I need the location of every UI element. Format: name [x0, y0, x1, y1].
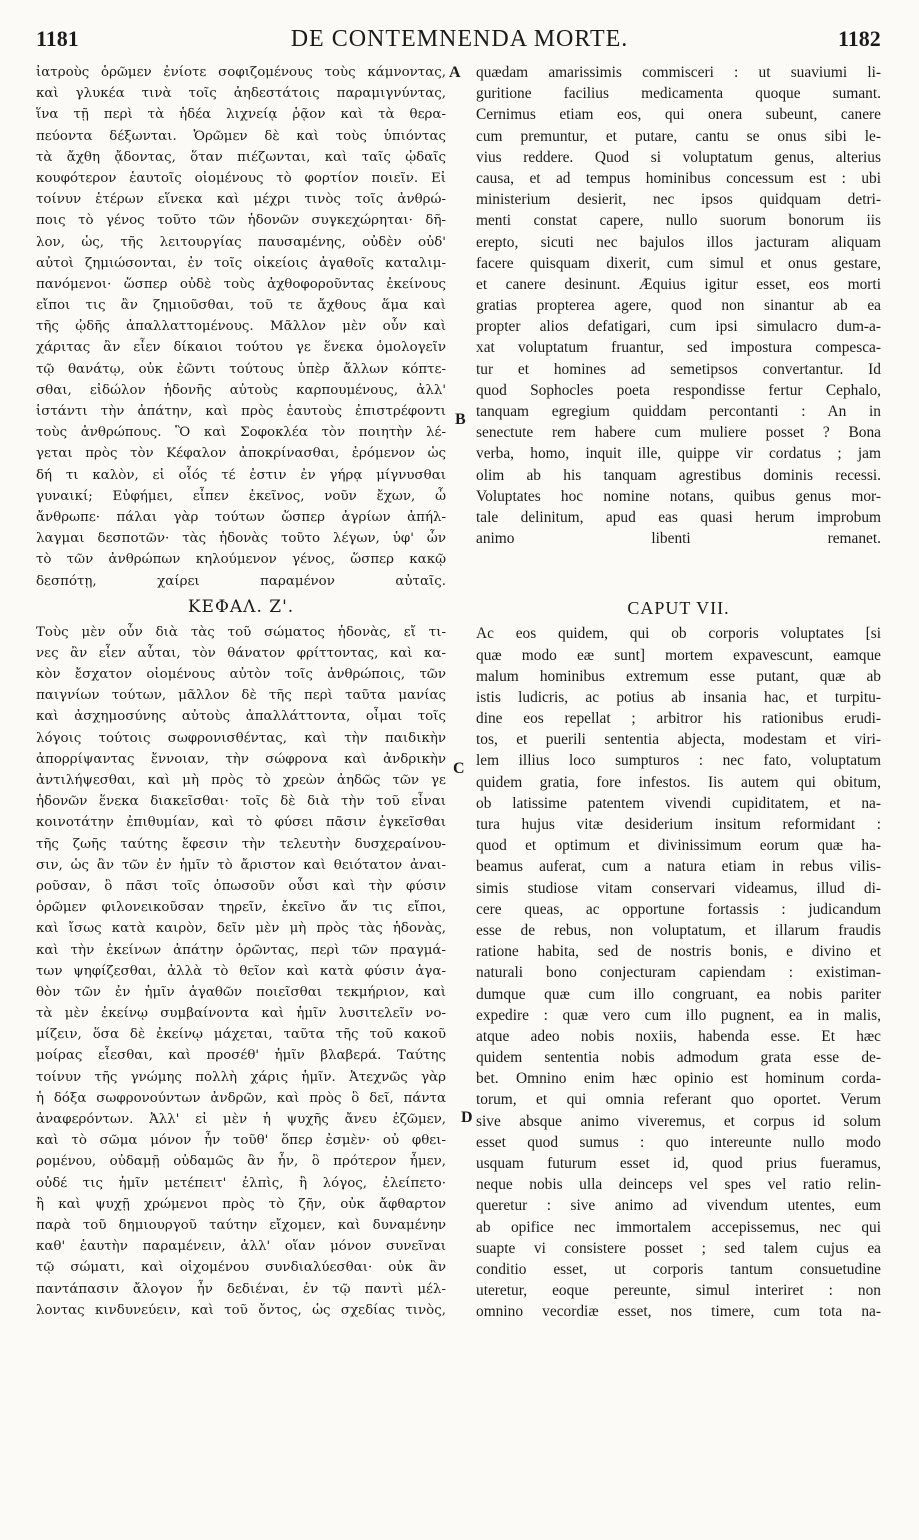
- text-line: ἡδονῶν ἕνεκα διακεῖσθαι· τοῖς δὲ διὰ τὴν τοῦ εἶναι: [36, 794, 446, 810]
- left-page-number: 1181: [36, 26, 79, 51]
- text-line: κοινοτάτην ἐπιθυμίαν, καὶ τὸ φύσει πᾶσιν ἐγκεῖσθαι: [36, 815, 446, 831]
- text-line: malum hominibus extremum esse putant, quæ ab: [476, 667, 881, 685]
- text-line: omnino vecordiæ esset, nos timere, cum tota na-: [476, 1303, 881, 1321]
- text-line: ποις τὸ γένος τοῦτο τῶν ἡδονῶν συγκεχώρηται· δῆ-: [36, 213, 446, 229]
- text-line: gratias propterea agere, quod non sinantur ab ea: [476, 297, 881, 315]
- page-header: [0, 0, 919, 56]
- greek-chapter-heading: ΚΕΦΑΛ. Ζ'.: [187, 596, 295, 617]
- text-line: ἱστάντι τὴν ἀπάτην, καὶ πρὸς ἑαυτοὺς ἐπιστρέφοντι: [36, 404, 446, 419]
- text-line: τοίνυν τῆς γνώμης πολλὴ χάρις ἡμῖν. Ἀτεχνῶς γὰρ: [36, 1069, 446, 1085]
- text-line: καὶ ἀσχημοσύνης αὐτοὺς ἀπαλλάττοντα, οἶμαι τοῖς: [36, 709, 446, 725]
- text-line: καὶ γλυκέα τινὰ τοῖς ἀηδεστάτοις παραμιγνύντας,: [36, 86, 446, 102]
- text-line: χάριτας ἂν εἶεν δίκαιοι τούτου γε ἕνεκα ὁμολογεῖν: [36, 340, 446, 356]
- text-line: beamus auferat, cum a natura etiam in rebus vilis-: [476, 858, 881, 876]
- greek-paragraph-1: [36, 62, 446, 592]
- text-line: cere queas, ac opportune fortassis : judicandum: [476, 900, 881, 918]
- text-line: τὰ ἄχθη ᾄδοντας, ὅταν πιέζωνται, καὶ ταῖς ᾠδαῖς: [36, 149, 446, 165]
- text-line: olim ab his tanquam agrestibus dominis recessi.: [476, 466, 881, 484]
- text-line: ἵνα τῇ περὶ τὰ ἡδέα λιχνείᾳ ῥᾷον καὶ τὰ θερα-: [36, 107, 446, 123]
- text-line: tura hujus vitæ desiderium insitum reformidant :: [476, 816, 881, 833]
- text-line: Voluptates hoc nomine notans, quibus genus mor-: [476, 487, 881, 505]
- text-line: δεσπότῃ, χαίρει παραμένον αὐταῖς.: [36, 573, 446, 589]
- text-line: erepto, sicuti nec bajulos illos jacturam aliquam: [476, 233, 881, 251]
- text-line: tale delinitum, apud eas quasi herum improbum: [476, 508, 881, 526]
- text-line: causa, et ad tempus hominibus concessum est : ubi: [476, 169, 881, 187]
- text-line: αὐτοὶ ζημιώσονται, ἐν τοῖς οἰκείοις ἀγαθοῖς καταλιμ-: [36, 255, 446, 271]
- text-line: quod et optimum et divinissimum eorum quæ ha-: [476, 837, 881, 855]
- text-line: τῆς ᾠδῆς ἀπαλλαττομένους. Μᾶλλον μὲν οὖν καὶ: [36, 319, 446, 335]
- text-line: γυναικί; Εὐφήμει, εἶπεν ἐκεῖνος, νοῦν ἔχων, ὦ: [36, 488, 446, 504]
- text-line: τὰ μὲν ἐκείνῳ συμβαίνοντα καὶ ἡμῖν λυσιτελεῖν νο-: [36, 1006, 446, 1022]
- text-line: tanquam egregium quiddam percontanti : An in: [476, 403, 881, 420]
- greek-paragraph-2: [36, 622, 446, 1321]
- text-line: queretur : sive animo ad vivendum utentes, eum: [476, 1197, 881, 1215]
- text-line: simis studiose vitam conservari videamus, illud di-: [476, 879, 881, 897]
- text-line: παιγνίων τούτων, μᾶλλον δὲ τῆς περὶ ταῦτα μανίας: [36, 688, 446, 704]
- latin-paragraph-1: [476, 62, 881, 549]
- text-line: τῆς ζωῆς ταύτης ἔφεσιν τὴν τελευτὴν δυσχεραίνου-: [36, 836, 446, 852]
- text-line: πανόμενοι· ὥσπερ οὐδὲ τοὺς ἀχθοφοροῦντας ἐκείνους: [36, 276, 446, 292]
- text-line: δή τι καλὸν, εἰ οἷός τέ ἐστιν ἐν γήρᾳ μίγνυσθαι: [36, 467, 446, 483]
- text-line: torum, et qui omnia referant quo oportet. Verum: [476, 1091, 881, 1109]
- text-line: κὸν ἔσχατον οἰομένους αὐτὸν τοῖς ἀνθρώποις, τῶν: [36, 667, 446, 683]
- text-line: καὶ ἴσως κατὰ καιρὸν, δεῖν μὲν μὴ πρὸς τὰς ἡδονὰς,: [36, 921, 446, 937]
- text-line: conditio esset, ut corporis tantum consuetudine: [476, 1260, 881, 1278]
- text-line: τοίνυν ἑτέρων εἵνεκα καὶ μέχρι τινὸς τοῖς ἀνθρώ-: [36, 192, 446, 208]
- latin-chapter-heading: CAPUT VII.: [627, 598, 730, 619]
- text-line: ratione habita, sed de nostris bonis, e divino et: [476, 943, 881, 961]
- text-line: tos, et puerili sententia abjecta, modestam et viri-: [476, 731, 881, 749]
- text-line: ἡ δόξα σωφρονούντων ἀνδρῶν, καὶ πρὸς ὃ δεῖ, πάντα: [36, 1090, 446, 1106]
- text-line: ἀπορρίψαντας ἔννοιαν, τὴν σώφρονα καὶ ἀνδρικὴν: [36, 751, 446, 767]
- text-line: ministerium desierit, nec ipsos quidquam detri-: [476, 191, 881, 209]
- text-line: uteretur, eoque pereunte, simul interiret : non: [476, 1282, 881, 1300]
- text-line: esse de rebus, non voluptatum, et illarum fraudis: [476, 921, 881, 939]
- text-line: ροῦσαν, ὃ πᾶσι τοῖς ὁπωσοῦν οὖσι καὶ τὴν φύσιν: [36, 878, 446, 894]
- text-line: καὶ τὴν ἐκείνων ἀπάτην ὁρῶντας, περὶ τῶν πραγμά-: [36, 942, 446, 958]
- text-line: cum premuntur, et putare, cantu se onus sibi le-: [476, 127, 881, 145]
- text-line: facere quisquam dixerit, cum simul et onus gestare,: [476, 254, 881, 272]
- text-line: τῷ σώματι, καὶ οἰχομένου συνδιαλύεσθαι· οὐκ ἂν: [36, 1260, 446, 1276]
- text-line: senectute rem habere cum muliere posset ? Bona: [476, 424, 881, 442]
- text-line: ob latissime patentem vivendi cupiditatem, et na-: [476, 794, 881, 812]
- text-line: expedire : quæ vero cum illo pugnent, ea in malis,: [476, 1006, 881, 1024]
- text-line: ὁρῶμεν φιλονεικοῦσαν τηρεῖν, ἐκεῖνο ἄν τις εἴποι,: [36, 900, 446, 916]
- text-line: σθαι, εἰδώλον ἡδονῆς αὐτοὺς καρπουμένους, ἀλλ': [36, 382, 446, 398]
- text-line: ab opifice nec immortalem accepissemus, nec qui: [476, 1218, 881, 1236]
- text-line: οὐδέ τις ἡμῖν μετέπειτ' ἐλπὶς, ἢ λόγος, ἐλείπετο·: [36, 1175, 446, 1191]
- text-line: καὶ τὸ σῶμα μόνον ἦν τοῦθ' ὅπερ ἐσμὲν· οὐ φθει-: [36, 1133, 446, 1149]
- text-line: istis ludicris, ac potius ab insania hac, et turpitu-: [476, 688, 881, 706]
- text-line: dumque quæ cum illo congruant, ea nobis pariter: [476, 985, 881, 1003]
- text-line: xat voluptatum fruantur, sed impostura compesca-: [476, 339, 881, 357]
- text-line: τοὺς ἀνθρώπους. Ὃ καὶ Σοφοκλέα τὸν ποιητὴν λέ-: [36, 425, 446, 441]
- latin-paragraph-2: [476, 623, 881, 1322]
- latin-column: [476, 62, 881, 1323]
- text-line: quidem sententia nobis admodum grata esse de-: [476, 1049, 881, 1067]
- text-line: neque nobis ulla deinceps vel spes vel ratio relin-: [476, 1176, 881, 1194]
- text-line: ἄνθρωπε· πάλαι γὰρ τούτων ὥσπερ ἀγρίων ἀπήλ-: [36, 509, 446, 525]
- text-line: quæ modo eæ sunt] mortem expavescunt, eamque: [476, 646, 881, 664]
- text-line: τὸ τῶν ἀνθρώπων κηλούμενον γένος, ὥσπερ κακῷ: [36, 552, 446, 568]
- text-line: animo libenti remanet.: [476, 530, 881, 548]
- text-line: κουφότερον ἑαυτοῖς οἰομένους τὸ φορτίον ποιεῖν. Εἰ: [36, 170, 446, 186]
- section-marker-a: A: [449, 64, 461, 81]
- text-line: θὸν τῶν ἐν ἡμῖν ἀγαθῶν ποιεῖσθαι τεκμήριον, καὶ: [36, 984, 446, 1000]
- text-line: καθ' ἑαυτὴν παραμένειν, ἀλλ' οἵαν μόνον συνεῖναι: [36, 1239, 446, 1255]
- text-line: των ψηφίζεσθαι, ἀλλὰ τὸ θεῖον καὶ κατὰ φύσιν ἀγα-: [36, 963, 446, 979]
- text-line: tur et homines ad semetipsos convertantur. Id: [476, 360, 881, 378]
- text-line: λαγμαι δεσποτῶν· τὰς ἡδονὰς τοῦτο λέγων, ὑφ' ὧν: [36, 531, 446, 547]
- text-line: λον, ὡς, τῆς λειτουργίας παυσαμένης, οὐδὲν οὐδ': [36, 234, 446, 250]
- text-line: propter alios defatigari, cum ipsi simulacro dum-a-: [476, 318, 881, 336]
- text-line: guritione facilius medicamenta quoque sumant.: [476, 85, 881, 103]
- text-line: lem illius loco sumpturos : nec fato, voluptatum: [476, 752, 881, 770]
- text-line: παντάπασιν ἄλογον ἦν δεδιέναι, ἐν τῷ παντὶ μέλ-: [36, 1281, 446, 1297]
- text-line: σιν, ὡς ἂν τῶν ἐν ἡμῖν τὸ ἄριστον καὶ θειότατον ἀναι-: [36, 857, 446, 873]
- text-line: πεύοντα δέξωνται. Ὁρῶμεν δὲ καὶ τοὺς ὑπιόντας: [36, 128, 446, 144]
- text-line: ἢ καὶ ψυχῇ χρώμενοι πρὸς τὸ ζῆν, οὐκ ἄφθαρτον: [36, 1196, 446, 1212]
- section-marker-d: D: [461, 1109, 473, 1126]
- text-line: λοντας κινδυνεύειν, καὶ τοῦ ὄντος, ὡς σχεδίας τινὸς,: [36, 1302, 446, 1318]
- text-line: suapte vi consistere posset ; sed talem cujus ea: [476, 1239, 881, 1257]
- text-line: εἴποι τις ἂν ζημιοῦσθαι, τοῦ τε ἄχθους ἅμα καὶ: [36, 298, 446, 314]
- text-line: sive absque animo viveremus, et corpus id solum: [476, 1112, 881, 1130]
- text-line: quædam amarissimis commisceri : ut suaviumi li-: [476, 64, 881, 81]
- right-page-number: 1182: [838, 26, 881, 51]
- text-line: λόγοις τούτοις σωφρονισθέντας, καὶ τὴν παιδικὴν: [36, 730, 446, 746]
- text-line: Cernimus etiam eos, qui onera subeunt, canere: [476, 106, 881, 124]
- text-line: bet. Omnino enim hæc opinio est hominum corda-: [476, 1070, 881, 1088]
- text-line: γεται πρὸς τὸν Κέφαλον ἀποκρίνασθαι, ἐρόμενον ὡς: [36, 446, 446, 462]
- greek-column: [36, 62, 446, 1321]
- text-line: Ac eos quidem, qui ob corporis voluptates [si: [476, 625, 881, 643]
- text-line: dine eos repellat ; arbitror his rationibus erudi-: [476, 710, 881, 728]
- text-line: ρομένου, οὐδαμῇ οὐδαμῶς ἂν ἦν, ὃ πρότερον ἦμεν,: [36, 1154, 446, 1170]
- text-line: quod Sophocles poeta respondisse fertur Cephalo,: [476, 381, 881, 399]
- text-line: ἀντιλήψεσθαι, καὶ μὴ πρὸς τὸ χρεὼν ἀηδῶς τῶν γε: [36, 773, 446, 788]
- text-line: μίζειν, ὅσα δὲ ἐκείνῳ μάχεται, ταῦτα τῆς τοῦ κακοῦ: [36, 1027, 446, 1043]
- text-line: atque adeo nobis noxiis, habenda esse. Et hæc: [476, 1027, 881, 1045]
- text-line: ἰατροὺς ὁρῶμεν ἐνίοτε σοφιζομένους τοὺς κάμνοντας,: [36, 65, 446, 80]
- text-line: naturali bono conjecturam capiendam : existiman-: [476, 964, 881, 982]
- section-marker-b: B: [455, 411, 466, 428]
- text-line: vius reddere. Quod si voluptatum genus, alterius: [476, 148, 881, 166]
- text-line: Τοὺς μὲν οὖν διὰ τὰς τοῦ σώματος ἡδονὰς, εἴ τι-: [36, 624, 446, 640]
- text-line: verba, homo, inquit ille, quippe vir cordatus ; jam: [476, 445, 881, 463]
- text-line: usquam futurum esset id, quod prius fueramus,: [476, 1155, 881, 1172]
- text-line: et canere desinunt. Æquius igitur esset, eos morti: [476, 275, 881, 293]
- text-line: παρὰ τοῦ δημιουργοῦ ταύτην εἴχομεν, καὶ δυναμένην: [36, 1217, 446, 1233]
- text-line: menti constat capere, nullo suorum bonorum iis: [476, 212, 881, 230]
- text-line: ἀναφερόντων. Ἀλλ' εἰ μὲν ἡ ψυχῆς ἄνευ ἐζῶμεν,: [36, 1112, 446, 1127]
- latin-spacer: [476, 549, 881, 593]
- running-title: DE CONTEMNENDA MORTE.: [290, 26, 629, 52]
- text-line: quidem gratia, fore infestos. Iis autem qui obitum,: [476, 773, 881, 791]
- text-line: esset quod sumus : quo intereunte nullo modo: [476, 1133, 881, 1151]
- text-line: τῷ θανάτῳ, οὐκ ἐῶντι τούτους ὑπὲρ ἄλλων κόπτε-: [36, 361, 446, 377]
- section-marker-c: C: [453, 760, 465, 777]
- text-line: μοίρας εἶεσθαι, καὶ προσέθ' ἡμῖν βλαβερά. Ταύτης: [36, 1048, 446, 1064]
- text-line: νες ἂν εἶεν αὗται, τὸν θάνατον φρίττοντας, καὶ κα-: [36, 645, 446, 661]
